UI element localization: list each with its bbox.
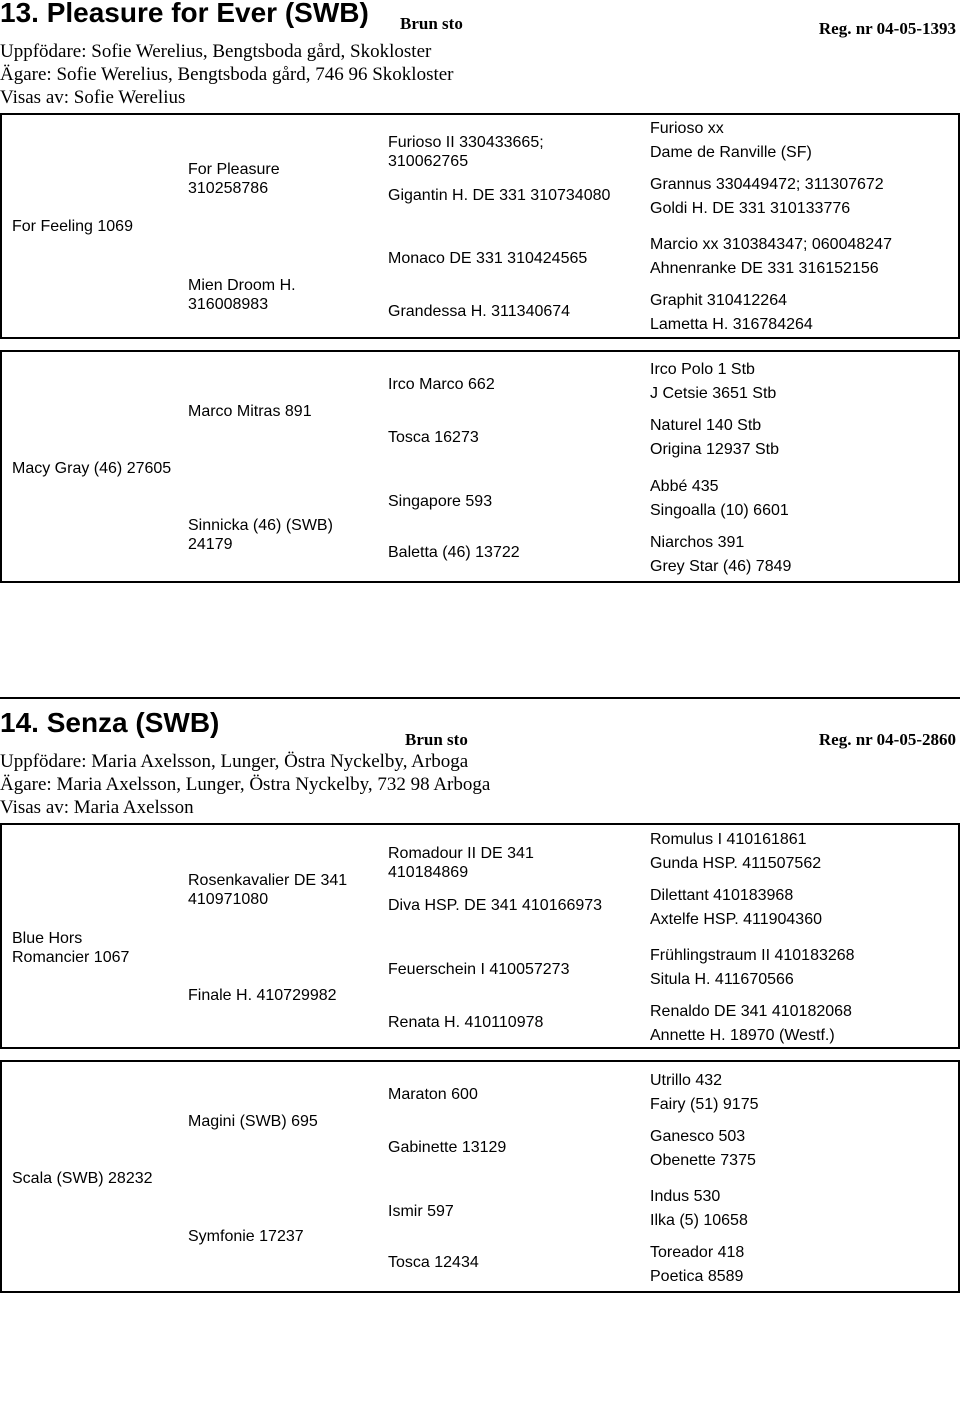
- sire-dam: Finale H. 410729982: [188, 987, 337, 1004]
- dam-dam-sire: Ismir 597: [388, 1203, 454, 1220]
- breeder: Uppfödare: Maria Axelsson, Lunger, Östra Nyckelby, Arboga: [0, 751, 469, 772]
- sire-dam-dam: Grandessa H. 311340674: [388, 303, 571, 320]
- ancestor-group: Ganesco 503 Obenette 7375: [650, 1128, 756, 1169]
- owner: Ägare: Maria Axelsson, Lunger, Östra Nyckelby, 732 98 Arboga: [0, 774, 491, 795]
- shown-by: Visas av: Sofie Werelius: [0, 87, 186, 108]
- ancestor-group: Romulus I 410161861 Gunda HSP. 411507562: [650, 831, 822, 872]
- sire-dam-sire: Monaco DE 331 310424565: [388, 250, 588, 267]
- dam: Macy Gray (46) 27605: [12, 460, 172, 477]
- sire-dam-dam: Renata H. 410110978: [388, 1014, 544, 1031]
- sire-dam-sire: Feuerschein I 410057273: [388, 961, 570, 978]
- dam-dam-dam: Tosca 12434: [388, 1254, 479, 1271]
- registration-number: Reg. nr 04-05-1393: [818, 19, 956, 38]
- ancestor-group: Abbé 435 Singoalla (10) 6601: [650, 478, 789, 519]
- dam-dam-dam: Baletta (46) 13722: [388, 544, 520, 561]
- ancestor-group: Renaldo DE 341 410182068 Annette H. 18970 (Westf.): [650, 1003, 852, 1044]
- dam-sire: Marco Mitras 891: [188, 403, 312, 420]
- sire-sire: Rosenkavalier DE 341 410971080: [188, 872, 348, 908]
- sire-sire-dam: Gigantin H. DE 331 310734080: [388, 187, 611, 204]
- owner: Ägare: Sofie Werelius, Bengtsboda gård, 746 96 Skokloster: [0, 64, 454, 85]
- dam-sire-dam: Gabinette 13129: [388, 1139, 507, 1156]
- ancestor-group: Toreador 418 Poetica 8589: [650, 1244, 745, 1285]
- dam-sire: Magini (SWB) 695: [188, 1113, 318, 1130]
- shown-by: Visas av: Maria Axelsson: [0, 797, 194, 818]
- ancestor-group: Niarchos 391 Grey Star (46) 7849: [650, 534, 792, 575]
- sire-sire-sire: Furioso II 330433665; 310062765: [388, 134, 544, 170]
- registration-number: Reg. nr 04-05-2860: [818, 730, 956, 749]
- breeder: Uppfödare: Sofie Werelius, Bengtsboda gård, Skokloster: [0, 41, 432, 62]
- horse-type: Brun sto: [405, 730, 468, 749]
- sire: For Feeling 1069: [12, 218, 133, 235]
- dam: Scala (SWB) 28232: [12, 1170, 153, 1187]
- ancestor-group: Utrillo 432 Fairy (51) 9175: [650, 1072, 759, 1113]
- ancestor-group: Irco Polo 1 Stb J Cetsie 3651 Stb: [650, 361, 777, 402]
- entry-title: 14. Senza (SWB): [0, 707, 220, 738]
- dam-sire-dam: Tosca 16273: [388, 429, 479, 446]
- ancestor-group: Furioso xx Dame de Ranville (SF): [650, 120, 812, 161]
- sire-sire-dam: Diva HSP. DE 341 410166973: [388, 897, 603, 914]
- ancestor-group: Graphit 310412264 Lametta H. 316784264: [650, 292, 813, 333]
- dam-sire-sire: Maraton 600: [388, 1086, 478, 1103]
- entry-title: 13. Pleasure for Ever (SWB): [0, 0, 369, 28]
- dam-dam: Symfonie 17237: [188, 1228, 304, 1245]
- horse-type: Brun sto: [400, 14, 463, 33]
- ancestor-group: Naturel 140 Stb Origina 12937 Stb: [650, 417, 779, 458]
- entry-separator: [0, 697, 960, 699]
- sire: Blue Hors Romancier 1067: [12, 930, 130, 966]
- ancestor-group: Grannus 330449472; 311307672 Goldi H. DE 331 310133776: [650, 176, 884, 217]
- sire-dam: Mien Droom H. 316008983: [188, 277, 296, 313]
- ancestor-group: Indus 530 Ilka (5) 10658: [650, 1188, 748, 1229]
- ancestor-group: Dilettant 410183968 Axtelfe HSP. 411904360: [650, 887, 822, 928]
- ancestor-group: Frühlingstraum II 410183268 Situla H. 411670566: [650, 947, 855, 988]
- sire-sire: For Pleasure 310258786: [188, 161, 280, 197]
- sire-sire-sire: Romadour II DE 341 410184869: [388, 845, 534, 881]
- dam-dam: Sinnicka (46) (SWB) 24179: [188, 517, 333, 553]
- dam-sire-sire: Irco Marco 662: [388, 376, 495, 393]
- dam-dam-sire: Singapore 593: [388, 493, 493, 510]
- ancestor-group: Marcio xx 310384347; 060048247 Ahnenranke DE 331 316152156: [650, 236, 892, 277]
